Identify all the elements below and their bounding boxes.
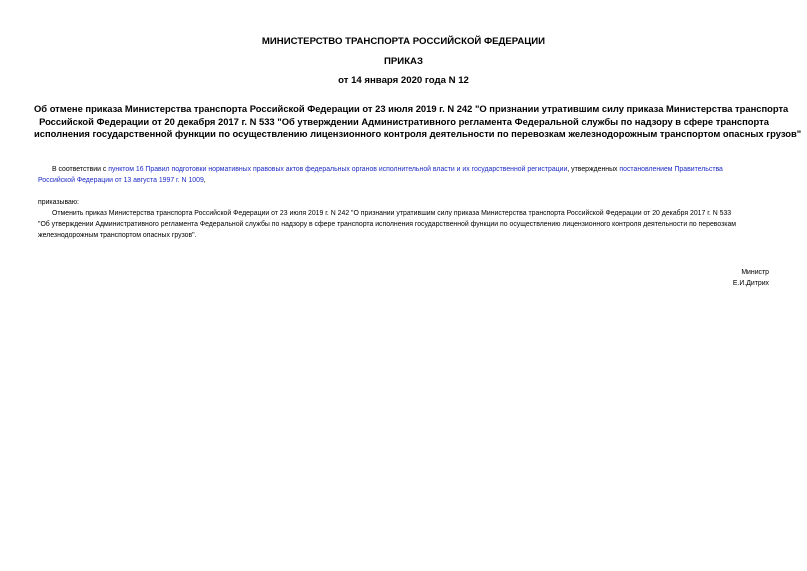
title-line: Об отмене приказа Министерства транспорта Российской Федерации от 23 июля 2019 г. N 242 "О признании утратившим силу приказа Министерства транспорта (34, 103, 789, 114)
signatory-position: Министр (741, 269, 769, 276)
preamble-paragraph (52, 165, 723, 176)
title-line: исполнения государственной функции по осуществлению лицензионного контроля деятельности по перевозкам железнодорожным транспортом опасных грузов" (34, 128, 802, 139)
order-text-line: Отменить приказ Министерства транспорта Российской Федерации от 23 июля 2019 г. N 242 "О признании утратившим силу приказа Министерства транспорта Российской Федерации от 20 декабря 2017 г. N 533 (52, 210, 732, 217)
rules-point-16-link[interactable]: пунктом 16 Правил подготовки нормативных правовых актов федеральных органов исполнительной власти и их государственной регистрации (108, 166, 568, 173)
preamble-suffix: , (203, 177, 206, 184)
order-text-line: железнодорожным транспортом опасных грузов". (38, 232, 197, 239)
government-decree-link[interactable]: постановлением Правительства (619, 166, 723, 173)
order-text-line: "Об утверждении Административного регламента Федеральной службы по надзору в сфере транспорта исполнения государственной функции по осуществлению лицензионного контроля деятельности по перевозкам (38, 221, 737, 228)
preamble-middle: , утвержденных (567, 166, 618, 173)
document-type: ПРИКАЗ (384, 56, 423, 67)
preamble-paragraph-continuation (38, 176, 206, 187)
title-line: Российской Федерации от 20 декабря 2017 г. N 533 "Об утверждении Административного регламента Федеральной службы по надзору в сфере транспорта (39, 115, 769, 127)
orders-word: приказываю: (38, 199, 79, 206)
preamble-prefix: В соответствии с (52, 166, 107, 173)
signatory-name: Е.И.Дитрих (732, 280, 769, 287)
document-title (34, 103, 802, 141)
ministry-name: МИНИСТЕРСТВО ТРАНСПОРТА РОССИЙСКОЙ ФЕДЕРАЦИИ (261, 36, 546, 47)
government-decree-link-continuation[interactable]: Российской Федерации от 13 августа 1997 г. N 1009 (38, 177, 204, 184)
document-date-number: от 14 января 2020 года N 12 (338, 75, 469, 86)
